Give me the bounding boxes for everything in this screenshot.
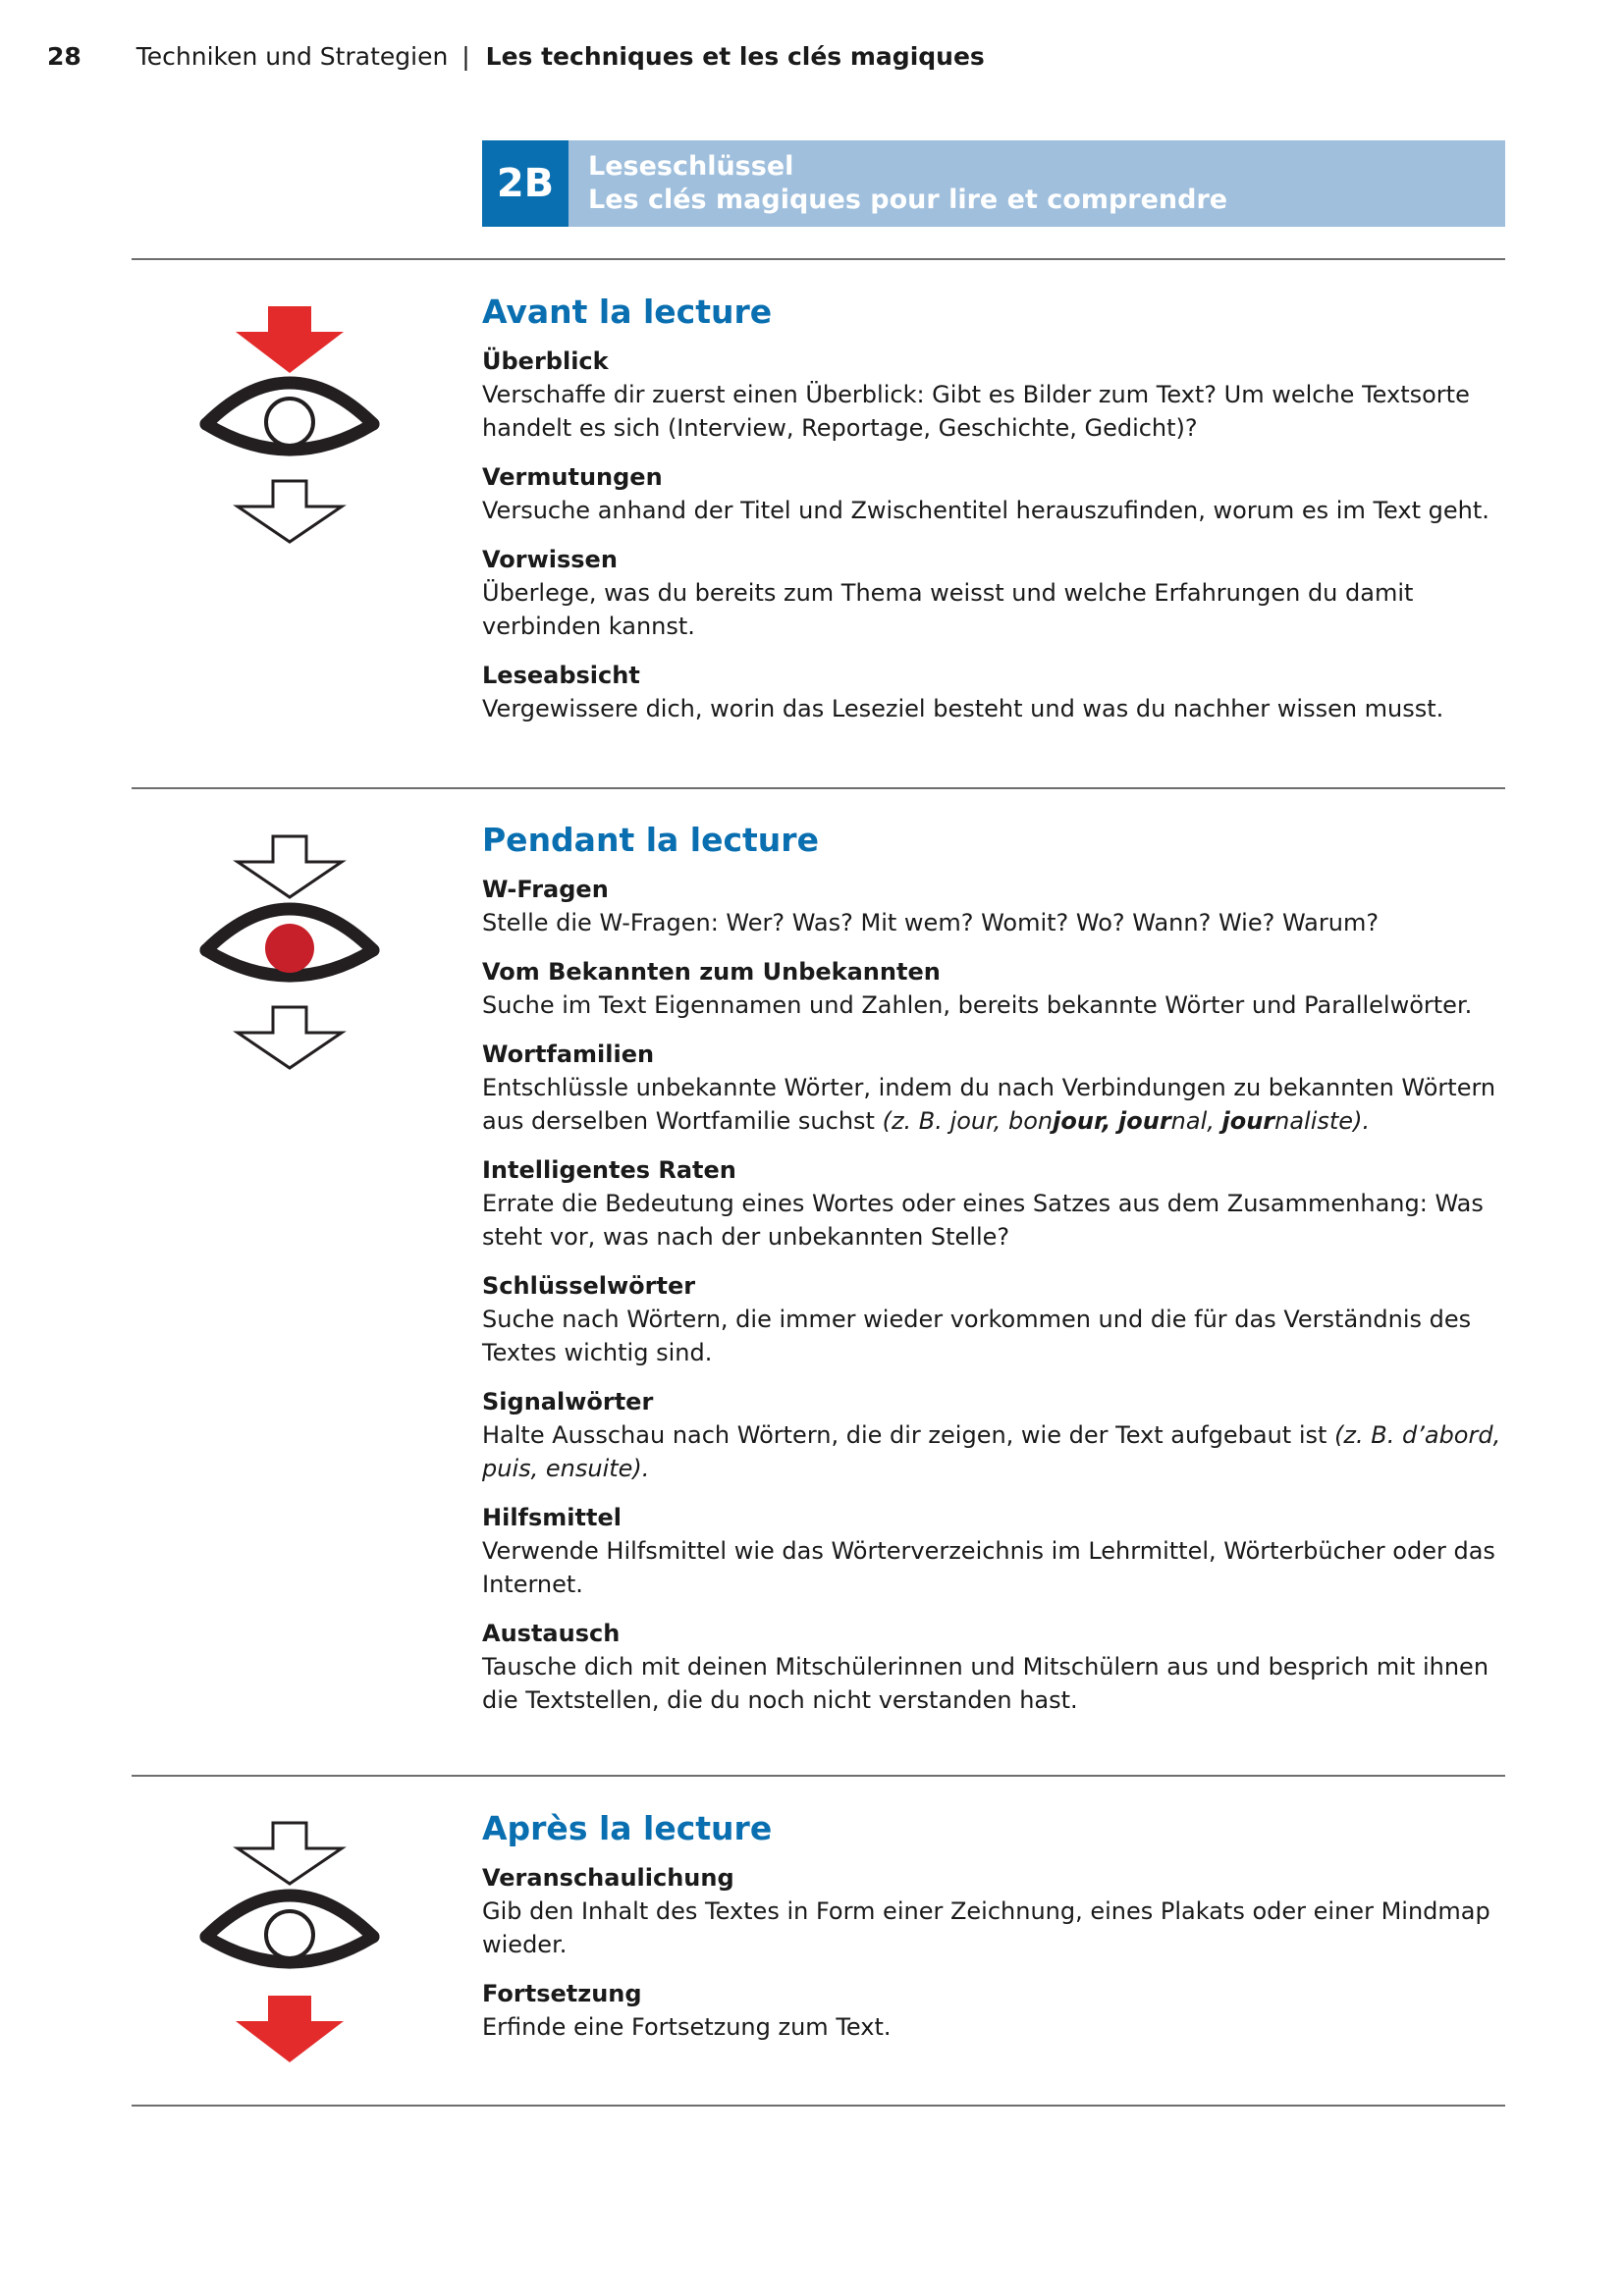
list-item: Schlüsselwörter Suche nach Wörtern, die immer wieder vorkommen und die für das Verständnis des Textes wichtig sind. — [482, 1272, 1472, 1366]
running-head — [47, 42, 985, 72]
red-pupil-icon — [265, 924, 314, 973]
page-number: 28 — [47, 42, 81, 71]
eye-arrow-red-top-icon — [196, 306, 383, 547]
list-item: Signalwörter Halte Ausschau nach Wörtern, die dir zeigen, wie der Text aufgebaut ist (z. B. d’abord, puis, ensuite). — [482, 1388, 1501, 1482]
outline-arrow-down-icon — [238, 1007, 342, 1068]
list-item: Vermutungen Versuche anhand der Titel und Zwischentitel herauszufinden, worum es im Text geht. — [482, 463, 1489, 524]
divider-avant-pendant — [132, 787, 1505, 789]
header-separator: | — [461, 42, 470, 71]
outline-arrow-down-icon — [238, 836, 342, 897]
section-badge: 2B — [482, 140, 568, 227]
pupil-icon — [266, 399, 313, 446]
section-title-avant: Avant la lecture — [482, 293, 773, 331]
red-arrow-down-icon — [236, 306, 344, 373]
outline-arrow-down-icon — [238, 1823, 342, 1884]
section-avant — [482, 293, 1505, 742]
list-item: Vorwissen Überlege, was du bereits zum Thema weisst und welche Erfahrungen du damit verbinden kannst. — [482, 546, 1414, 640]
section-title-apres: Après la lecture — [482, 1809, 773, 1847]
section-pendant — [482, 821, 1505, 1734]
outline-arrow-down-icon — [238, 481, 342, 542]
list-item: Intelligentes Raten Errate die Bedeutung eines Wortes oder eines Satzes aus dem Zusammenhang: Was steht vor, was nach der unbekannten Stelle? — [482, 1156, 1484, 1251]
list-item: Wortfamilien Entschlüssle unbekannte Wörter, indem du nach Verbindungen zu bekannten Wörtern aus derselben Wortfamilie suchst (z. B. jour, bonjour, journal, journaliste). — [482, 1041, 1496, 1135]
chapter-title-fr: Les techniques et les clés magiques — [485, 42, 985, 71]
list-item: Fortsetzung Erfinde eine Fortsetzung zum Text. — [482, 1980, 892, 2041]
section-apres — [482, 1809, 1505, 2060]
list-item: Austausch Tausche dich mit deinen Mitschülerinnen und Mitschülern aus und besprich mit ihnen die Textstellen, die du noch nicht verstanden hast. — [482, 1620, 1489, 1714]
pupil-icon — [266, 1911, 313, 1958]
list-item: Leseabsicht Vergewissere dich, worin das Leseziel besteht und was du nachher wissen musst. — [482, 662, 1444, 722]
section-banner — [482, 140, 1505, 227]
list-item: Überblick Verschaffe dir zuerst einen Überblick: Gibt es Bilder zum Text? Um welche Textsorte handelt es sich (Interview, Reportage, Geschichte, Gedicht)? — [482, 347, 1470, 442]
eye-red-pupil-icon — [196, 834, 383, 1070]
banner-titles — [588, 150, 1227, 217]
list-item: Hilfsmittel Verwende Hilfsmittel wie das Wörterverzeichnis im Lehrmittel, Wörterbücher oder das Internet. — [482, 1504, 1495, 1598]
example-text: (z. B. d’abord, puis, ensuite). — [482, 1421, 1501, 1482]
red-arrow-down-icon — [236, 1996, 344, 2062]
banner-title-de: Leseschlüssel — [588, 151, 794, 182]
eye-arrow-red-bottom-icon — [196, 1821, 383, 2066]
divider-bottom — [132, 2105, 1505, 2107]
divider-top — [132, 258, 1505, 260]
list-item: Vom Bekannten zum Unbekannten Suche im Text Eigennamen und Zahlen, bereits bekannte Wörter und Parallelwörter. — [482, 958, 1473, 1019]
chapter-title-de: Techniken und Strategien — [135, 42, 449, 71]
list-item: Veranschaulichung Gib den Inhalt des Textes in Form einer Zeichnung, eines Plakats oder einer Mindmap wieder. — [482, 1864, 1490, 1958]
section-title-pendant: Pendant la lecture — [482, 821, 819, 859]
list-item: W-Fragen Stelle die W-Fragen: Wer? Was? Mit wem? Womit? Wo? Wann? Wie? Warum? — [482, 876, 1380, 936]
banner-title-fr: Les clés magiques pour lire et comprendre — [588, 185, 1228, 215]
example-text: (z. B. jour, bonjour, journal, journaliste). — [882, 1107, 1371, 1135]
divider-pendant-apres — [132, 1775, 1505, 1777]
